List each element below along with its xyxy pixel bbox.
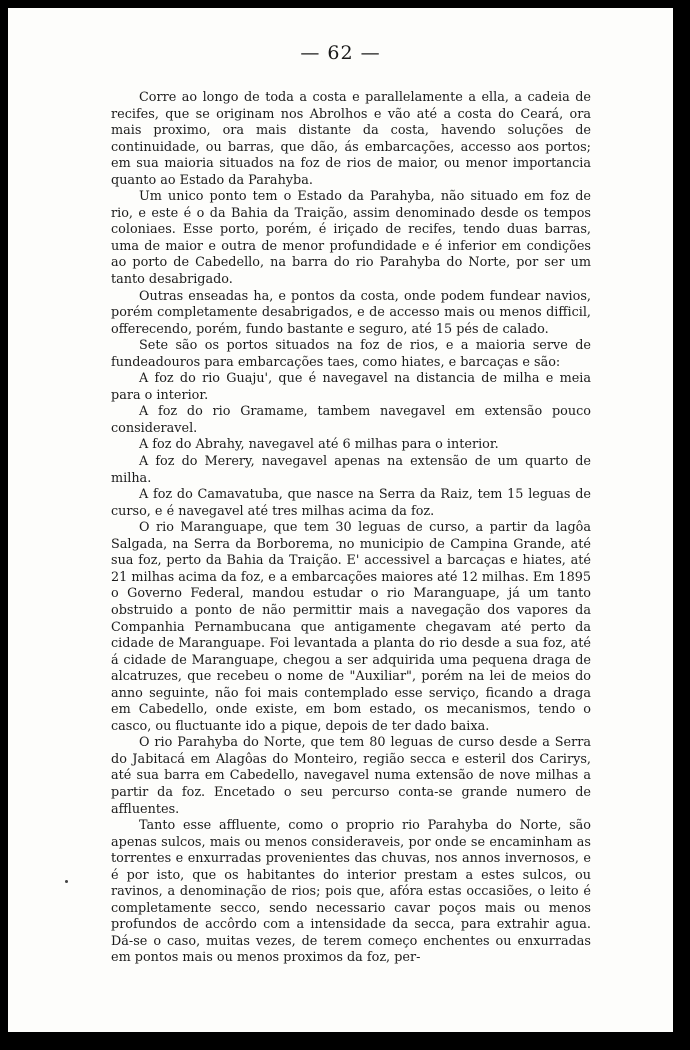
document-page xyxy=(8,8,673,1032)
paragraph-affluentes: Tanto esse affluente, como o proprio rio Parahyba do Norte, são apenas sulcos, mais ou menos consideraveis, por onde se encaminham as torrentes e enxurradas provenientes das chuvas, nos annos invernosos, e é por isto, que os habitantes do interior prestam a estes sulcos, ou ravinos, a denominação de rios; pois que, afóra estas occasiões, o leito é completamente secco, sendo necessario cavar poços mais ou menos profundos de accôrdo com a intensidade da secca, para extrahir agua. Dá-se o caso, muitas vezes, de terem começo enchentes ou enxurradas em pontos mais ou menos proximos da foz, per- xyxy=(111,818,591,966)
paragraph-bahia-traicao: Um unico ponto tem o Estado da Parahyba, não situado em foz de rio, e este é o da Bahia da Traição, assim denominado desde os tempos coloniaes. Esse porto, porém, é iriçado de recifes, tendo duas barras, uma de maior e outra de menor profundidade e é inferior em condições ao porto de Cabedello, na barra do rio Parahyba do Norte, por ser um tanto desabrigado. xyxy=(111,189,591,288)
print-speck xyxy=(65,880,68,883)
page-number: — 62 — xyxy=(300,42,381,64)
paragraph-rio-maranguape: O rio Maranguape, que tem 30 leguas de curso, a partir da lagôa Salgada, na Serra da Borborema, no municipio de Campina Grande, até sua foz, perto da Bahia da Traição. E' accessivel a barcaças e hiates, até 21 milhas acima da foz, e a embarcações maiores até 12 milhas. Em 1895 o Governo Federal, mandou estudar o rio Maranguape, já um tanto obstruido a ponto de não permittir mais a navegação dos vapores da Companhia Pernambucana que antigamente chegavam até perto da cidade de Maranguape. Foi levantada a planta do rio desde a sua foz, até á cidade de Maranguape, chegou a ser adquirida uma pequena draga de alcatruzes, que recebeu o nome de "Auxiliar", porém na lei de meios do anno seguinte, não foi mais contemplado esse serviço, ficando a draga em Cabedello, onde existe, em bom estado, os mecanismos, tendo o casco, ou fluctuante ido a pique, depois de ter dado baixa. xyxy=(111,520,591,734)
paragraph-rio-parahyba: O rio Parahyba do Norte, que tem 80 leguas de curso desde a Serra do Jabitacá em Alagôas do Monteiro, região secca e esteril dos Carirys, até sua barra em Cabedello, navegavel numa extensão de nove milhas a partir da foz. Encetado o seu percurso conta-se grande numero de affluentes. xyxy=(111,735,591,817)
paragraph-foz-guaju: A foz do rio Guaju', que é navegavel na distancia de milha e meia para o interior. xyxy=(111,371,591,403)
paragraph-foz-merery: A foz do Merery, navegavel apenas na extensão de um quarto de milha. xyxy=(111,454,591,486)
paragraph-foz-gramame: A foz do rio Gramame, tambem navegavel em extensão pouco consideravel. xyxy=(111,404,591,436)
paragraph-portos: Sete são os portos situados na foz de rios, e a maioria serve de fundeadouros para embarcações taes, como hiates, e barcaças e são: xyxy=(111,338,591,370)
paragraph-foz-camavatuba: A foz do Camavatuba, que nasce na Serra da Raiz, tem 15 leguas de curso, e é navegavel até tres milhas acima da foz. xyxy=(111,487,591,519)
paragraph-foz-abrahy: A foz do Abrahy, navegavel até 6 milhas para o interior. xyxy=(139,437,499,453)
paragraph-enseadas: Outras enseadas ha, e pontos da costa, onde podem fundear navios, porém completamente desabrigados, e de accesso mais ou menos difficil, offerecendo, porém, fundo bastante e seguro, até 15 pés de calado. xyxy=(111,288,591,337)
paragraph-recifes: Corre ao longo de toda a costa e parallelamente a ella, a cadeia de recifes, que se originam nos Abrolhos e vão até a costa do Ceará, ora mais proximo, ora mais distante da costa, havendo soluções de continuidade, ou barras, que dão, ás embarcações, accesso aos portos; em sua maioria situados na foz de rios de maior, ou menor importancia quanto ao Estado da Parahyba. xyxy=(111,90,591,188)
body-text xyxy=(111,90,591,967)
